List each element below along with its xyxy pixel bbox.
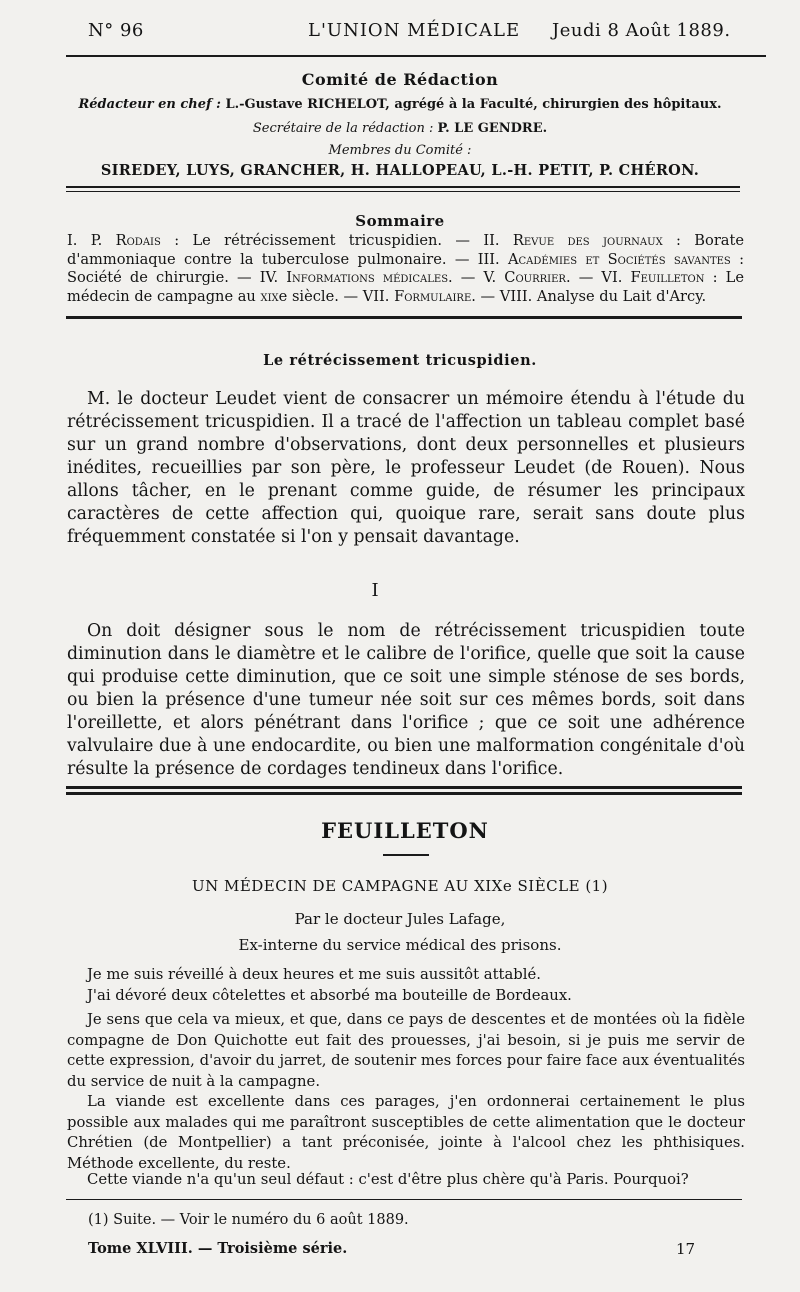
sommaire-list [67,232,744,307]
redacteur-label: Rédacteur en chef : [78,97,221,112]
section-numeral: I [371,580,379,601]
sommaire-item: VI. Feuilleton : Le médecin de campagne au [67,269,745,306]
sommaire-item: VIII. Analyse du Lait d'Arcy. [499,288,707,306]
comite-rule-1 [66,186,740,188]
feuilleton-title-underline [383,854,429,856]
comite-rule-2 [66,191,740,192]
secretaire-line [0,121,800,136]
secretaire-value: P. LE GENDRE. [437,121,548,136]
feuilleton-paragraph: La viande est excellente dans ces parages, j'en ordonnerai certainement le plus possible aux malades qui me paraîtront susceptibles de cette alimentation que le docteur Chrétien (de Montpellier) a tant préconisée, jointe à l'alcool chez les phthisiques. Méthode excellente, du reste. [67,1093,745,1173]
redacteur-line [0,97,800,112]
feuilleton-author: Par le docteur Jules Lafage, [294,910,506,928]
sommaire-item: IV. Informations médicales. — [259,269,484,287]
journal-title: L'UNION MÉDICALE [308,20,521,41]
sommaire-item: II. Revue des journaux : Borate d'ammoniaque contre la tuberculose pulmonaire. — [67,232,744,268]
redacteur-value: L.-Gustave RICHELOT, agrégé à la Faculté, chirurgien des hôpitaux. [225,97,722,112]
article-paragraph-2: On doit désigner sous le nom de rétrécissement tricuspidien toute diminution dans le diamètre et le calibre de l'orifice, quelle que soit la cause qui produise cette diminution, que ce soit une simple sténose de ses bords, ou bien la présence d'une tumeur née soit sur ces mêmes bords, soit dans l'oreillette, et alors pénétrant dans l'orifice ; que ce soit une adhérence valvulaire due à une endocardite, ou bien une malformation congénitale d'où résulte la présence de cordages tendineux dans l'orifice. [67,621,745,779]
article-title: Le rétrécissement tricuspidien. [263,352,537,369]
footnote: (1) Suite. — Voir le numéro du 6 août 1889. [88,1212,409,1228]
sommaire-item: III. Académies et Sociétés savantes : Société de chirurgie. — [67,250,745,287]
feuilleton-author-role: Ex-interne du service médical des prisons. [238,936,562,954]
secretaire-label: Secrétaire de la rédaction : [252,121,434,136]
feuilleton-subtitle: UN MÉDECIN DE CAMPAGNE AU XIXe SIÈCLE (1) [191,877,609,895]
sommaire-title: Sommaire [355,212,445,230]
feuilleton-paragraph: Cette viande n'a qu'un seul défaut : c'est d'être plus chère qu'à Paris. Pourquoi? [87,1171,689,1188]
sommaire-item: VII. Formulaire. — [362,288,500,306]
sommaire-item: V. Courrier. — [483,269,602,287]
feuilleton-rule-2 [66,792,742,795]
membres-value: SIREDEY, LUYS, GRANCHER, H. HALLOPEAU, L.-H. PETIT, P. CHÉRON. [100,162,700,179]
sommaire-item: I. P. Rodais : Le rétrécissement tricuspidien. — [67,232,484,249]
feuilleton-paragraph: Je sens que cela va mieux, et que, dans ce pays de descentes et de montées où la fidèle compagne de Don Quichotte eut fait des prouesses, j'ai besoin, si je puis me servir de cette expression, d'avoir du jarret, de soutenir mes forces pour faire face aux éventualités du service de nuit à la campagne. [67,1011,745,1091]
sommaire-rule [66,316,742,319]
comite-title: Comité de Rédaction [301,70,499,89]
feuilleton-paragraph: J'ai dévoré deux côtelettes et absorbé ma bouteille de Bordeaux. [87,987,572,1004]
tome-line: Tome XLVIII. — Troisième série. [88,1240,348,1257]
page-number: 17 [676,1240,696,1258]
feuilleton-rule-1 [66,786,742,789]
issue-date: Jeudi 8 Août 1889. [552,20,731,41]
sommaire-item: xixe siècle. — [260,288,363,306]
feuilleton-paragraph: Je me suis réveillé à deux heures et me suis aussitôt attablé. [87,966,541,983]
membres-label: Membres du Comité : [328,143,472,158]
issue-number: N° 96 [88,20,144,41]
footnote-rule [66,1199,742,1200]
feuilleton-title: FEUILLETON [321,818,489,843]
header-rule [66,55,766,57]
article-paragraph-1: M. le docteur Leudet vient de consacrer un mémoire étendu à l'étude du rétrécissement tricuspidien. Il a tracé de l'affection un tableau complet basé sur un grand nombre d'observations, dont deux personnelles et plusieurs inédites, recueillies par son père, le professeur Leudet (de Rouen). Nous allons tâcher, en le prenant comme guide, de résumer les principaux caractères de cette affection qui, quoique rare, serait sans doute plus fréquemment constatée si l'on y pensait davantage. [67,389,745,547]
